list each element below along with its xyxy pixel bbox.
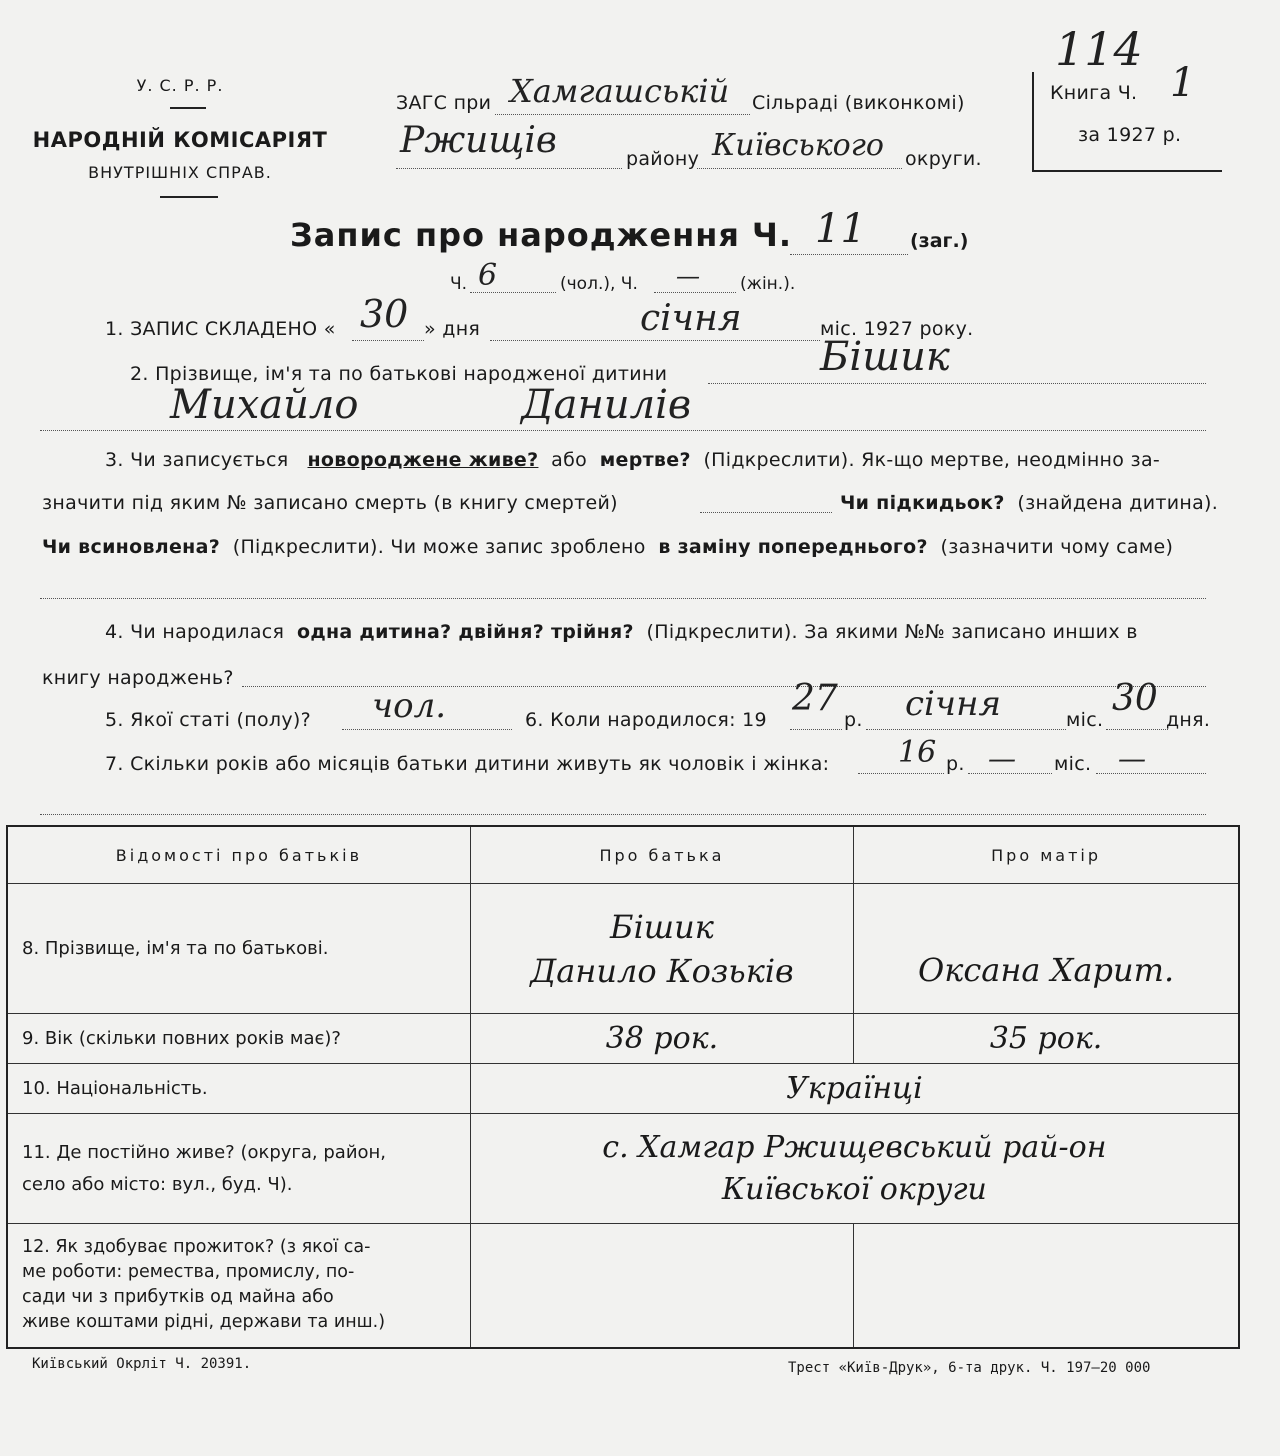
q3-reason-line — [40, 598, 1206, 599]
divider — [170, 107, 206, 109]
q3-line1 — [105, 449, 1160, 471]
q4-text: (Підкреслити). За якими №№ записано инших в — [646, 621, 1138, 643]
q6-month-handwritten: січня — [905, 684, 1001, 724]
row-12-father — [470, 1224, 853, 1348]
district-label: району — [626, 148, 700, 170]
q4-text: 4. Чи народилася — [105, 621, 285, 643]
q2-surname-line — [708, 383, 1206, 384]
row-10-label: 10. Національність. — [7, 1064, 470, 1114]
okrug-line — [697, 168, 902, 169]
footer-left: Київський Окрліт Ч. 20391. — [32, 1356, 252, 1372]
q1-month-line — [490, 340, 820, 341]
q6-day-line — [1106, 729, 1168, 730]
row-9-father: 38 рок. — [470, 1014, 853, 1064]
header-mother: Про матір — [854, 826, 1239, 884]
female-number-handwritten: — — [676, 262, 700, 290]
district-handwritten: Ржищів — [400, 120, 557, 161]
q7-label: 7. Скільки років або місяців батьки дитини живуть як чоловік і жінка: — [105, 753, 830, 775]
q3-text: значити під яким № записано смерть (в книгу смертей) — [42, 492, 618, 514]
q1-day-label: » дня — [424, 318, 481, 340]
q3-adopted-option: Чи всиновлена? — [42, 536, 221, 558]
q3-text: (Підкреслити). Чи може запис зроблено — [232, 536, 646, 558]
q3-text: 3. Чи записується — [105, 449, 289, 471]
district-line — [396, 168, 622, 169]
book-year-label: за 1927 р. — [1078, 124, 1182, 146]
q3-line2-right — [840, 492, 1218, 514]
row-12-mother — [854, 1224, 1239, 1348]
male-label: (чол.), Ч. — [560, 274, 638, 294]
okrug-label: округи. — [905, 148, 982, 170]
book-number-handwritten: 1 — [1170, 60, 1196, 106]
header-father: Про батька — [470, 826, 853, 884]
q2-surname-handwritten: Бішик — [820, 334, 950, 380]
q3-foundling-option: Чи підкидьок? — [840, 492, 1005, 514]
q7-end-handwritten: — — [1118, 742, 1146, 775]
female-label: (жін.). — [740, 274, 796, 294]
header-info: Відомості про батьків — [7, 826, 470, 884]
department-label: ВНУТРІШНІХ СПРАВ. — [88, 163, 272, 182]
q3-dead-option: мертве? — [599, 449, 691, 471]
book-box-bottom-border — [1032, 170, 1222, 172]
male-number-handwritten: 6 — [478, 258, 498, 293]
footer-right: Трест «Київ-Друк», 6-та друк. Ч. 197—20 000 — [788, 1360, 1151, 1376]
q4-line1 — [105, 621, 1138, 643]
female-line — [654, 292, 736, 293]
table-row — [7, 1014, 1239, 1064]
table-row — [7, 1064, 1239, 1114]
row-11-residence: с. Хамгар Ржищевський рай-он Київської округи — [470, 1114, 1239, 1224]
q1-suffix: міс. 1927 року. — [820, 318, 974, 340]
zags-label: ЗАГС при — [396, 92, 492, 114]
q1-day-line — [352, 340, 424, 341]
row-9-label: 9. Вік (скільки повних років має)? — [7, 1014, 470, 1064]
q5-label: 5. Якої статі (полу)? — [105, 709, 311, 731]
book-label: Книга Ч. — [1050, 82, 1138, 104]
male-prefix: Ч. — [450, 274, 468, 294]
village-line — [495, 114, 750, 115]
table-row — [7, 1114, 1239, 1224]
table-header-row — [7, 826, 1239, 884]
q1-month-handwritten: січня — [640, 298, 742, 339]
q3-text: (зазначити чому саме) — [940, 536, 1174, 558]
council-label: Сільраді (виконкомі) — [752, 92, 965, 114]
q3-line2 — [42, 492, 618, 514]
book-top-mark: 114 — [1055, 22, 1143, 76]
q2-name-line — [40, 430, 1206, 431]
q3-replacement-option: в заміну попереднього? — [658, 536, 928, 558]
q7-years-suffix: р. — [946, 753, 965, 775]
q3-text: (знайдена дитина). — [1017, 492, 1219, 514]
q6-month-line — [866, 729, 1066, 730]
q7-blank-line — [40, 814, 1206, 815]
republic-label: У. С. Р. Р. — [136, 76, 224, 95]
q1-label: 1. ЗАПИС СКЛАДЕНО « — [105, 318, 336, 340]
row-11-label: 11. Де постійно живе? (округа, район, село або місто: вул., буд. Ч). — [7, 1114, 470, 1224]
table-row — [7, 884, 1239, 1014]
q6-day-suffix: дня. — [1166, 709, 1211, 731]
parents-table — [6, 825, 1240, 1349]
divider — [160, 196, 218, 198]
q2-label: 2. Прізвище, ім'я та по батькові народженої дитини — [130, 363, 668, 385]
q3-alive-option: новороджене живе? — [307, 449, 539, 471]
book-box-left-border — [1032, 72, 1034, 172]
q7-end-line — [1096, 773, 1206, 774]
q6-year-suffix: р. — [844, 709, 863, 731]
title-number-line — [790, 254, 908, 255]
table-row — [7, 1224, 1239, 1348]
q4-line2: книгу народжень? — [42, 667, 234, 689]
row-8-mother: Оксана Харит. — [854, 884, 1239, 1014]
q2-name-handwritten: Михайло Данилів — [170, 382, 692, 428]
q6-day-handwritten: 30 — [1112, 678, 1158, 719]
q6-year-line — [790, 729, 842, 730]
row-9-mother: 35 рок. — [854, 1014, 1239, 1064]
q3-line3 — [42, 536, 1173, 558]
q6-month-suffix: міс. — [1066, 709, 1104, 731]
village-handwritten: Хамгашській — [510, 72, 730, 110]
q1-day-handwritten: 30 — [360, 292, 409, 336]
q7-years-handwritten: 16 — [898, 735, 937, 770]
page-title: Запис про народження Ч. — [290, 216, 793, 254]
q5-value-handwritten: чол. — [372, 686, 447, 726]
commissariat-label: НАРОДНІЙ КОМІСАРІЯТ — [32, 128, 328, 152]
row-10-nationality: Українці — [470, 1064, 1239, 1114]
q7-years-line — [858, 773, 944, 774]
row-8-label: 8. Прізвище, ім'я та по батькові. — [7, 884, 470, 1014]
q3-death-number-line — [700, 512, 832, 513]
q7-months-handwritten: — — [988, 742, 1016, 775]
q3-text: (Підкреслити). Як-що мертве, неодмінно за- — [703, 449, 1161, 471]
okrug-handwritten: Київського — [712, 128, 884, 163]
q7-months-suffix: міс. — [1054, 753, 1092, 775]
row-12-label: 12. Як здобуває прожиток? (з якої са- ме роботи: ремества, промислу, по- сади чи з прибутків од майна або живе коштами рідні, держави та инш.) — [7, 1224, 470, 1348]
q5-line — [342, 729, 512, 730]
q6-label: 6. Коли народилося: 19 — [525, 709, 767, 731]
title-number-handwritten: 11 — [815, 206, 866, 252]
q3-text: або — [551, 449, 588, 471]
row-8-father: Бішик Данило Козьків — [470, 884, 853, 1014]
title-suffix: (заг.) — [910, 230, 969, 252]
q4-options: одна дитина? двійня? трійня? — [296, 621, 634, 643]
q6-year-handwritten: 27 — [792, 678, 838, 719]
